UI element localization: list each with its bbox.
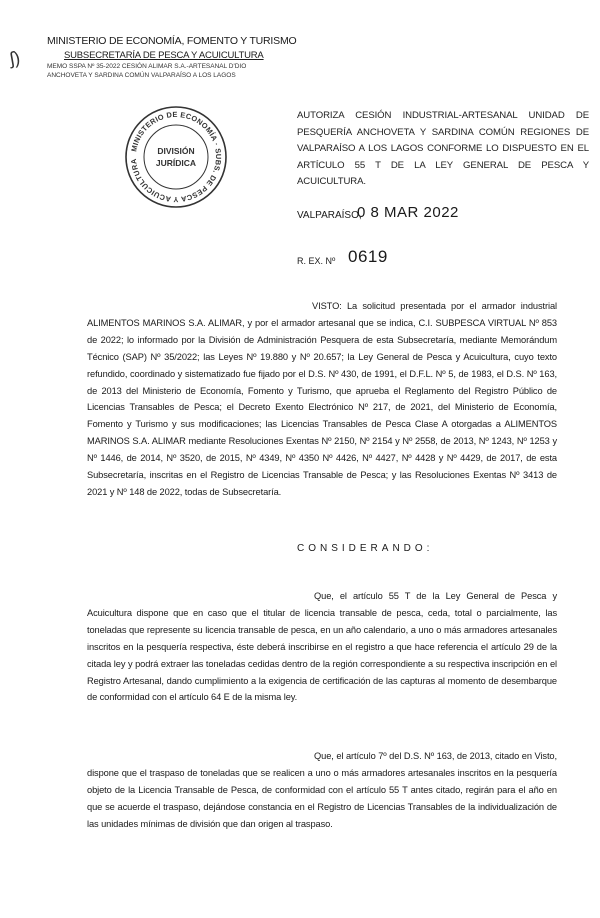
ministry-name: MINISTERIO DE ECONOMÍA, FOMENTO Y TURISMO xyxy=(47,35,297,47)
visto-paragraph xyxy=(87,298,557,501)
seal-ring-text: MINISTERIO DE ECONOMÍA · SUBS. DE PESCA Y ACUICULTURA xyxy=(128,109,224,205)
memo-reference-line-2: ANCHOVETA Y SARDINA COMÚN VALPARAÍSO A LOS LAGOS xyxy=(47,72,236,79)
place: VALPARAÍSO, xyxy=(297,210,362,221)
considerando-text-2: Que, el artículo 7º del D.S. Nº 163, de 2013, citado en Visto, dispone que el traspaso de toneladas que se realicen a uno o más armadores artesanales inscritos en la pesquería objeto de la Licencia Transable de Pesca, de conformidad con el artículo 55 T antes citado, regirán para el año en que se acuerde el traspaso, dejándose constancia en el Registro de Licencias Transables de la individualización de las unidades mínimas de división que dan origen al traspaso. xyxy=(87,751,557,829)
date-stamp: 0 8 MAR 2022 xyxy=(357,204,459,221)
resolution-summary: AUTORIZA CESIÓN INDUSTRIAL-ARTESANAL UNIDAD DE PESQUERÍA ANCHOVETA Y SARDINA COMÚN REGIONES DE VALPARAÍSO A LOS LAGOS CONFORME LO DISPUESTO EN EL ARTÍCULO 55 T DE LA LEY GENERAL DE PESCA Y ACUICULTURA. xyxy=(297,110,589,187)
handwritten-mark: ʃ) xyxy=(8,47,22,69)
visto-text: La solicitud presentada por el armador industrial ALIMENTOS MARINOS S.A. ALIMAR, y por el armador artesanal que se indica, C.I. SUBPESCA VIRTUAL Nº 853 de 2022; lo informado por la División de Administración Pesquera de esta Subsecretaría, mediante Memorándum Técnico (SAP) Nº 35/2022; las Leyes Nº 19.880 y Nº 20.657; la Ley General de Pesca y Acuicultura, cuyo texto refundido, coordinado y sistematizado fue fijado por el D.S. Nº 430, de 1991, el D.F.L. Nº 5, de 1983, el D.S. Nº 163, de 2013 del Ministerio de Economía, Fomento y Turismo, que aprueba el Reglamento del Registro Público de Licencias Transables de Pesca; el Decreto Exento Electrónico Nº 217, de 2021, del Ministerio de Economía, Fomento y Turismo y sus modificaciones; las Licencias Transables de Pesca Clase A otorgadas a ALIMENTOS MARINOS S.A. ALIMAR mediante Resoluciones Exentas Nº 2150, Nº 2154 y Nº 2558, de 2013, Nº 1243, Nº 1253 y Nº 1446, de 2014, Nº 3520, de 2015, Nº 4349, Nº 4350 Nº 4426, Nº 4427, Nº 4428 y Nº 4429, de 2017, de esta Subsecretaría, inscritas en el Registro de Licencias Transable de Pesca; y las Resoluciones Exentas Nº 3413 de 2021 y Nº 148 de 2022, todas de Subsecretaría. xyxy=(87,301,557,497)
considerando-text-1: Que, el artículo 55 T de la Ley General de Pesca y Acuicultura dispone que en caso que el titular de licencia transable de pesca, ceda, total o parcialmente, las toneladas que represente su licencia transable de pesca, en un año calendario, a uno o más armadores artesanales inscritos en la pesquería respectiva, éste deberá inscribirse en el registro a que hace referencia el artículo 29 de la citada ley y podrá extraer las toneladas cedidas dentro de la región correspondiente a su respectiva inscripción en el Registro Artesanal, dando cumplimiento a la exigencia de certificación de las capturas al momento de desembarque de conformidad con el artículo 64 E de la misma ley. xyxy=(87,591,557,703)
undersecretariat-name: SUBSECRETARÍA DE PESCA Y ACUICULTURA xyxy=(64,50,264,61)
considerando-paragraph-2 xyxy=(87,748,557,833)
considerando-title: CONSIDERANDO: xyxy=(297,543,434,554)
seal-center-line-2: JURÍDICA xyxy=(155,158,197,168)
seal-center-line-1: DIVISIÓN xyxy=(157,146,195,156)
resolution-label: R. EX. Nº xyxy=(297,256,336,266)
considerando-paragraph-1 xyxy=(87,588,557,706)
visto-label: VISTO: xyxy=(312,301,342,311)
resolution-number: 0619 xyxy=(348,247,388,266)
memo-reference-line-1: MEMO SSPA Nº 35-2022 CESIÓN ALIMAR S.A.-ARTESANAL D'DIO xyxy=(47,63,247,70)
division-juridica-seal xyxy=(123,104,229,210)
